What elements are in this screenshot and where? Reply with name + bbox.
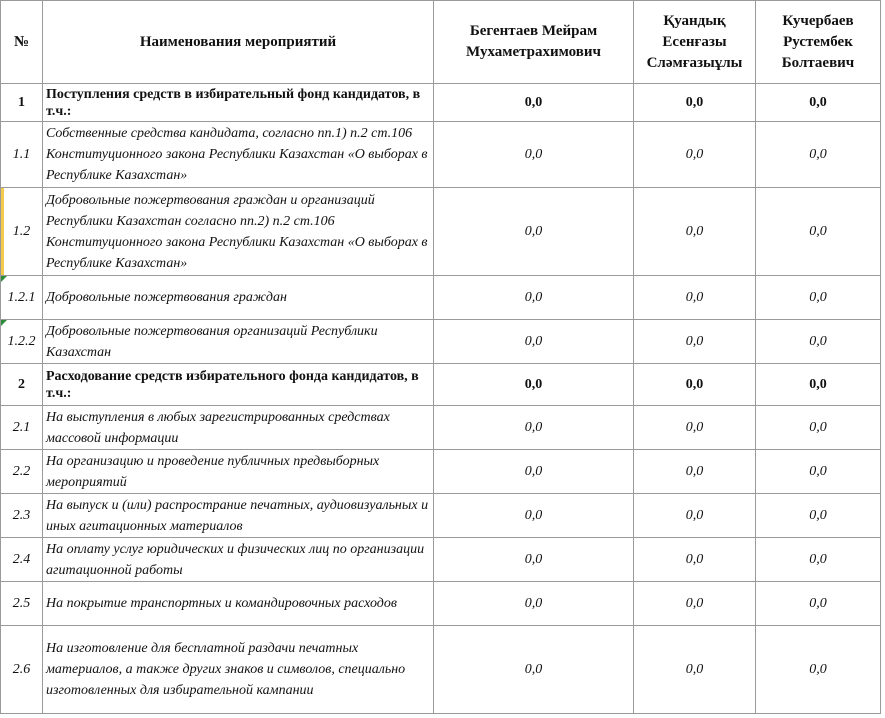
row-num-cell[interactable] [1, 320, 43, 364]
row-name: Расходование средств избирательного фонда кандидатов, в т.ч.: [46, 368, 419, 401]
row-name-cell[interactable] [43, 122, 434, 188]
row-name: Добровольные пожертвования организаций Республики Казахстан [46, 323, 378, 360]
row-name: Добровольные пожертвования граждан и организаций Республики Казахстан согласно пп.2) п.2 ст.106 Конституционного закона Республики Казахстан «О выборах в Республике Казахстан» [46, 192, 428, 271]
row-num: 2.3 [12, 507, 31, 523]
header-candidate-2: Қуандық Есенғазы Сләмғазыұлы [646, 12, 743, 71]
row-value-cell[interactable] [634, 626, 756, 714]
row-value: 0,0 [809, 507, 827, 523]
row-name-cell[interactable] [43, 364, 434, 406]
row-name-cell[interactable] [43, 538, 434, 582]
row-value: 0,0 [809, 661, 827, 677]
header-candidate-2-cell[interactable] [634, 1, 756, 84]
row-value: 0,0 [524, 146, 543, 162]
row-value-cell[interactable] [634, 450, 756, 494]
row-value-cell[interactable] [756, 582, 881, 626]
row-value: 0,0 [524, 661, 543, 677]
row-value: 0,0 [524, 94, 543, 110]
row-num-cell[interactable] [1, 450, 43, 494]
row-value: 0,0 [809, 94, 827, 110]
row-value: 0,0 [685, 419, 704, 435]
table-row [1, 626, 881, 714]
row-num-cell[interactable] [1, 276, 43, 320]
row-num-cell[interactable] [1, 406, 43, 450]
table-row [1, 406, 881, 450]
row-value: 0,0 [685, 661, 704, 677]
row-value: 0,0 [524, 419, 543, 435]
row-value: 0,0 [685, 223, 704, 239]
row-value-cell[interactable] [434, 406, 634, 450]
row-num: 1.2 [12, 223, 31, 239]
row-name-cell[interactable] [43, 582, 434, 626]
table-row [1, 320, 881, 364]
row-value: 0,0 [685, 94, 704, 110]
row-num: 2.5 [12, 595, 31, 611]
row-value: 0,0 [524, 289, 543, 305]
row-value-cell[interactable] [634, 538, 756, 582]
row-value: 0,0 [524, 376, 543, 392]
row-name: Добровольные пожертвования граждан [46, 290, 287, 305]
row-num-cell[interactable] [1, 582, 43, 626]
row-value: 0,0 [809, 289, 827, 305]
row-value-cell[interactable] [434, 582, 634, 626]
row-num-cell[interactable] [1, 364, 43, 406]
row-num: 1.2.1 [7, 289, 36, 305]
row-value-cell[interactable] [634, 276, 756, 320]
row-value: 0,0 [809, 419, 827, 435]
row-name: На оплату услуг юридических и физических лиц по организации агитационной работы [46, 541, 425, 578]
row-name: На выпуск и (или) распространие печатных, аудиовизуальных и иных агитационных материалов [46, 497, 429, 534]
row-value: 0,0 [809, 595, 827, 611]
row-name: На выступления в любых зарегистрированных средствах массовой информации [46, 409, 390, 446]
row-value-cell[interactable] [434, 626, 634, 714]
row-value-cell[interactable] [434, 494, 634, 538]
header-candidate-1-cell[interactable] [434, 1, 634, 84]
row-value: 0,0 [809, 146, 827, 162]
row-value: 0,0 [685, 463, 704, 479]
row-value-cell[interactable] [434, 84, 634, 122]
table-row [1, 188, 881, 276]
row-value: 0,0 [524, 507, 543, 523]
row-value-cell[interactable] [756, 276, 881, 320]
table-row [1, 276, 881, 320]
row-value-cell[interactable] [634, 582, 756, 626]
row-num: 1.1 [12, 146, 31, 162]
row-value: 0,0 [809, 463, 827, 479]
row-num-cell[interactable] [1, 122, 43, 188]
row-value: 0,0 [809, 551, 827, 567]
row-value-cell[interactable] [756, 626, 881, 714]
row-value: 0,0 [809, 223, 827, 239]
row-value-cell[interactable] [634, 188, 756, 276]
row-num-cell[interactable] [1, 494, 43, 538]
row-name-cell[interactable] [43, 276, 434, 320]
row-value-cell[interactable] [434, 188, 634, 276]
header-num: № [13, 33, 30, 50]
row-value: 0,0 [524, 595, 543, 611]
table-row [1, 494, 881, 538]
row-name: Поступления средств в избирательный фонд кандидатов, в т.ч.: [46, 86, 421, 119]
table-row [1, 364, 881, 406]
row-num: 1 [18, 94, 25, 110]
row-num: 2 [18, 376, 25, 392]
row-value-cell[interactable] [434, 538, 634, 582]
row-name: Собственные средства кандидата, согласно пп.1) п.2 ст.106 Конституционного закона Республики Казахстан «О выборах в Республике Казахстан» [46, 126, 428, 183]
row-name: На покрытие транспортных и командировочных расходов [46, 596, 397, 611]
header-num-cell[interactable] [1, 1, 43, 84]
row-value-cell[interactable] [434, 364, 634, 406]
row-name-cell[interactable] [43, 406, 434, 450]
row-num: 2.6 [12, 661, 31, 677]
row-value-cell[interactable] [434, 320, 634, 364]
header-name: Наименования мероприятий [139, 33, 337, 50]
row-value-cell[interactable] [756, 494, 881, 538]
row-value-cell[interactable] [434, 122, 634, 188]
row-value: 0,0 [685, 507, 704, 523]
row-value: 0,0 [685, 551, 704, 567]
row-value-cell[interactable] [756, 122, 881, 188]
row-num-cell[interactable] [1, 188, 43, 276]
row-value-cell[interactable] [434, 450, 634, 494]
row-num: 1.2.2 [7, 333, 36, 349]
row-name-cell[interactable] [43, 84, 434, 122]
row-name-cell[interactable] [43, 320, 434, 364]
row-value-cell[interactable] [756, 364, 881, 406]
row-value: 0,0 [524, 333, 543, 349]
row-value-cell[interactable] [756, 450, 881, 494]
table-row [1, 450, 881, 494]
row-value-cell[interactable] [756, 406, 881, 450]
row-num-cell[interactable] [1, 538, 43, 582]
header-candidate-3: Кучербаев Рустембек Болтаевич [781, 12, 855, 71]
header-candidate-1: Бегентаев Мейрам Мухаметрахимович [465, 23, 602, 60]
row-name-cell[interactable] [43, 494, 434, 538]
row-value-cell[interactable] [634, 320, 756, 364]
row-value-cell[interactable] [434, 276, 634, 320]
row-name-cell[interactable] [43, 188, 434, 276]
row-value: 0,0 [809, 376, 827, 392]
table-row [1, 582, 881, 626]
row-value: 0,0 [685, 289, 704, 305]
header-row [1, 1, 881, 84]
row-value-cell[interactable] [756, 320, 881, 364]
header-candidate-3-cell[interactable] [756, 1, 881, 84]
row-num: 2.4 [12, 551, 31, 567]
row-value: 0,0 [685, 376, 704, 392]
row-value-cell[interactable] [756, 538, 881, 582]
header-name-cell[interactable] [43, 1, 434, 84]
table-row [1, 122, 881, 188]
row-num: 2.2 [12, 463, 31, 479]
row-value-cell[interactable] [634, 122, 756, 188]
row-name-cell[interactable] [43, 450, 434, 494]
row-value: 0,0 [685, 333, 704, 349]
row-num: 2.1 [12, 419, 31, 435]
row-value-cell[interactable] [756, 84, 881, 122]
row-name: На изготовление для бесплатной раздачи печатных материалов, а также других знаков и символов, специально изготовленных для избирательной кампании [46, 641, 406, 698]
row-value-cell[interactable] [756, 188, 881, 276]
row-name-cell[interactable] [43, 626, 434, 714]
row-value: 0,0 [524, 463, 543, 479]
row-num-cell[interactable] [1, 84, 43, 122]
row-value-cell[interactable] [634, 364, 756, 406]
row-value: 0,0 [685, 595, 704, 611]
row-value-cell[interactable] [634, 406, 756, 450]
row-value-cell[interactable] [634, 84, 756, 122]
row-name: На организацию и проведение публичных предвыборных мероприятий [46, 453, 380, 490]
row-value: 0,0 [809, 333, 827, 349]
row-value-cell[interactable] [634, 494, 756, 538]
row-value: 0,0 [685, 146, 704, 162]
row-value: 0,0 [524, 223, 543, 239]
row-value: 0,0 [524, 551, 543, 567]
row-num-cell[interactable] [1, 626, 43, 714]
table-row [1, 538, 881, 582]
table-row [1, 84, 881, 122]
